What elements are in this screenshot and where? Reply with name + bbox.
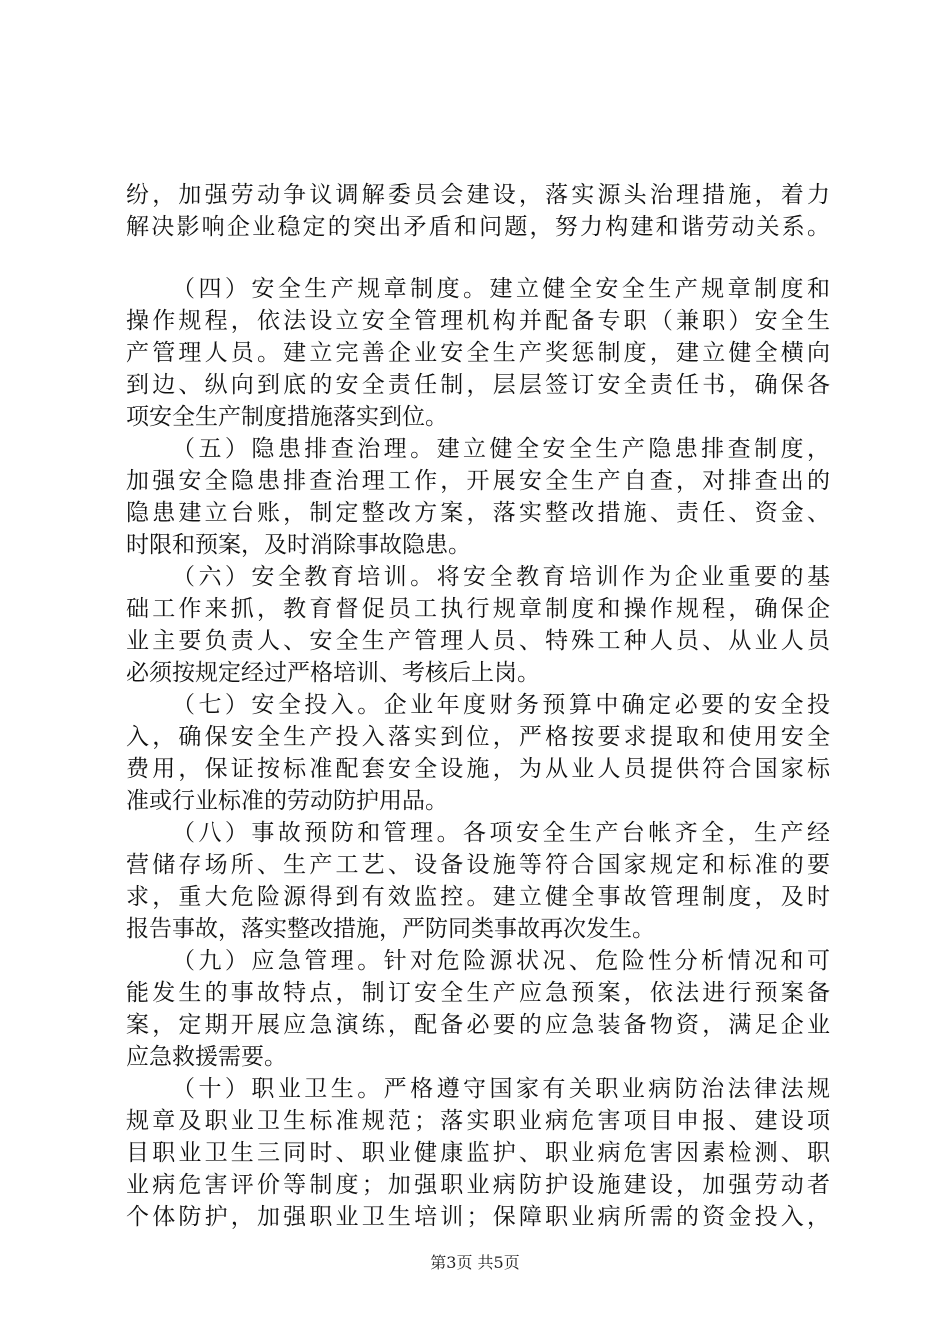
text-line: 础工作来抓，教育督促员工执行规章制度和操作规程，确保企	[126, 596, 830, 622]
text-line: 纷，加强劳动争议调解委员会建设，落实源头治理措施，着力	[126, 182, 830, 208]
text-line: 报告事故，落实整改措施，严防同类事故再次发生。	[126, 916, 655, 942]
page-footer: 第3页 共5页	[430, 1253, 520, 1272]
text-line: 营储存场所、生产工艺、设备设施等符合国家规定和标准的要	[126, 852, 830, 878]
paragraph-heading-line: （八）事故预防和管理。各项安全生产台帐齐全，生产经	[172, 820, 830, 846]
text-line: 规章及职业卫生标准规范；落实职业病危害项目申报、建设项	[126, 1108, 830, 1134]
text-line: 费用，保证按标准配套安全设施，为从业人员提供符合国家标	[126, 756, 830, 782]
paragraph-heading-line: （七）安全投入。企业年度财务预算中确定必要的安全投	[172, 692, 830, 718]
text-line: 必须按规定经过严格培训、考核后上岗。	[126, 660, 540, 686]
text-line: 加强安全隐患排查治理工作，开展安全生产自查，对排查出的	[126, 468, 830, 494]
paragraph-heading-line: （四）安全生产规章制度。建立健全安全生产规章制度和	[172, 276, 830, 302]
text-line: 产管理人员。建立完善企业安全生产奖惩制度，建立健全横向	[126, 340, 830, 366]
paragraph-heading-line: （五）隐患排查治理。建立健全安全生产隐患排查制度，	[172, 436, 830, 462]
paragraph-heading-line: （九）应急管理。针对危险源状况、危险性分析情况和可	[172, 948, 830, 974]
text-line: 案，定期开展应急演练，配备必要的应急装备物资，满足企业	[126, 1012, 830, 1038]
text-line: 到边、纵向到底的安全责任制，层层签订安全责任书，确保各	[126, 372, 830, 398]
text-line: 应急救援需要。	[126, 1044, 287, 1070]
text-line: 解决影响企业稳定的突出矛盾和问题，努力构建和谐劳动关系。	[126, 214, 830, 240]
text-line: 操作规程，依法设立安全管理机构并配备专职（兼职）安全生	[126, 308, 830, 334]
text-line: 能发生的事故特点，制订安全生产应急预案，依法进行预案备	[126, 980, 830, 1006]
text-line: 时限和预案，及时消除事故隐患。	[126, 532, 471, 558]
text-line: 项安全生产制度措施落实到位。	[126, 404, 448, 430]
text-line: 业主要负责人、安全生产管理人员、特殊工种人员、从业人员	[126, 628, 830, 654]
text-line: 准或行业标准的劳动防护用品。	[126, 788, 448, 814]
text-line: 业病危害评价等制度；加强职业病防护设施建设，加强劳动者	[126, 1172, 830, 1198]
text-line: 目职业卫生三同时、职业健康监护、职业病危害因素检测、职	[126, 1140, 830, 1166]
paragraph-heading-line: （六）安全教育培训。将安全教育培训作为企业重要的基	[172, 564, 830, 590]
text-line: 个体防护，加强职业卫生培训；保障职业病所需的资金投入，	[126, 1204, 830, 1230]
text-line: 隐患建立台账，制定整改方案，落实整改措施、责任、资金、	[126, 500, 830, 526]
text-line: 入，确保安全生产投入落实到位，严格按要求提取和使用安全	[126, 724, 830, 750]
text-line: 求，重大危险源得到有效监控。建立健全事故管理制度，及时	[126, 884, 830, 910]
paragraph-heading-line: （十）职业卫生。严格遵守国家有关职业病防治法律法规	[172, 1076, 830, 1102]
